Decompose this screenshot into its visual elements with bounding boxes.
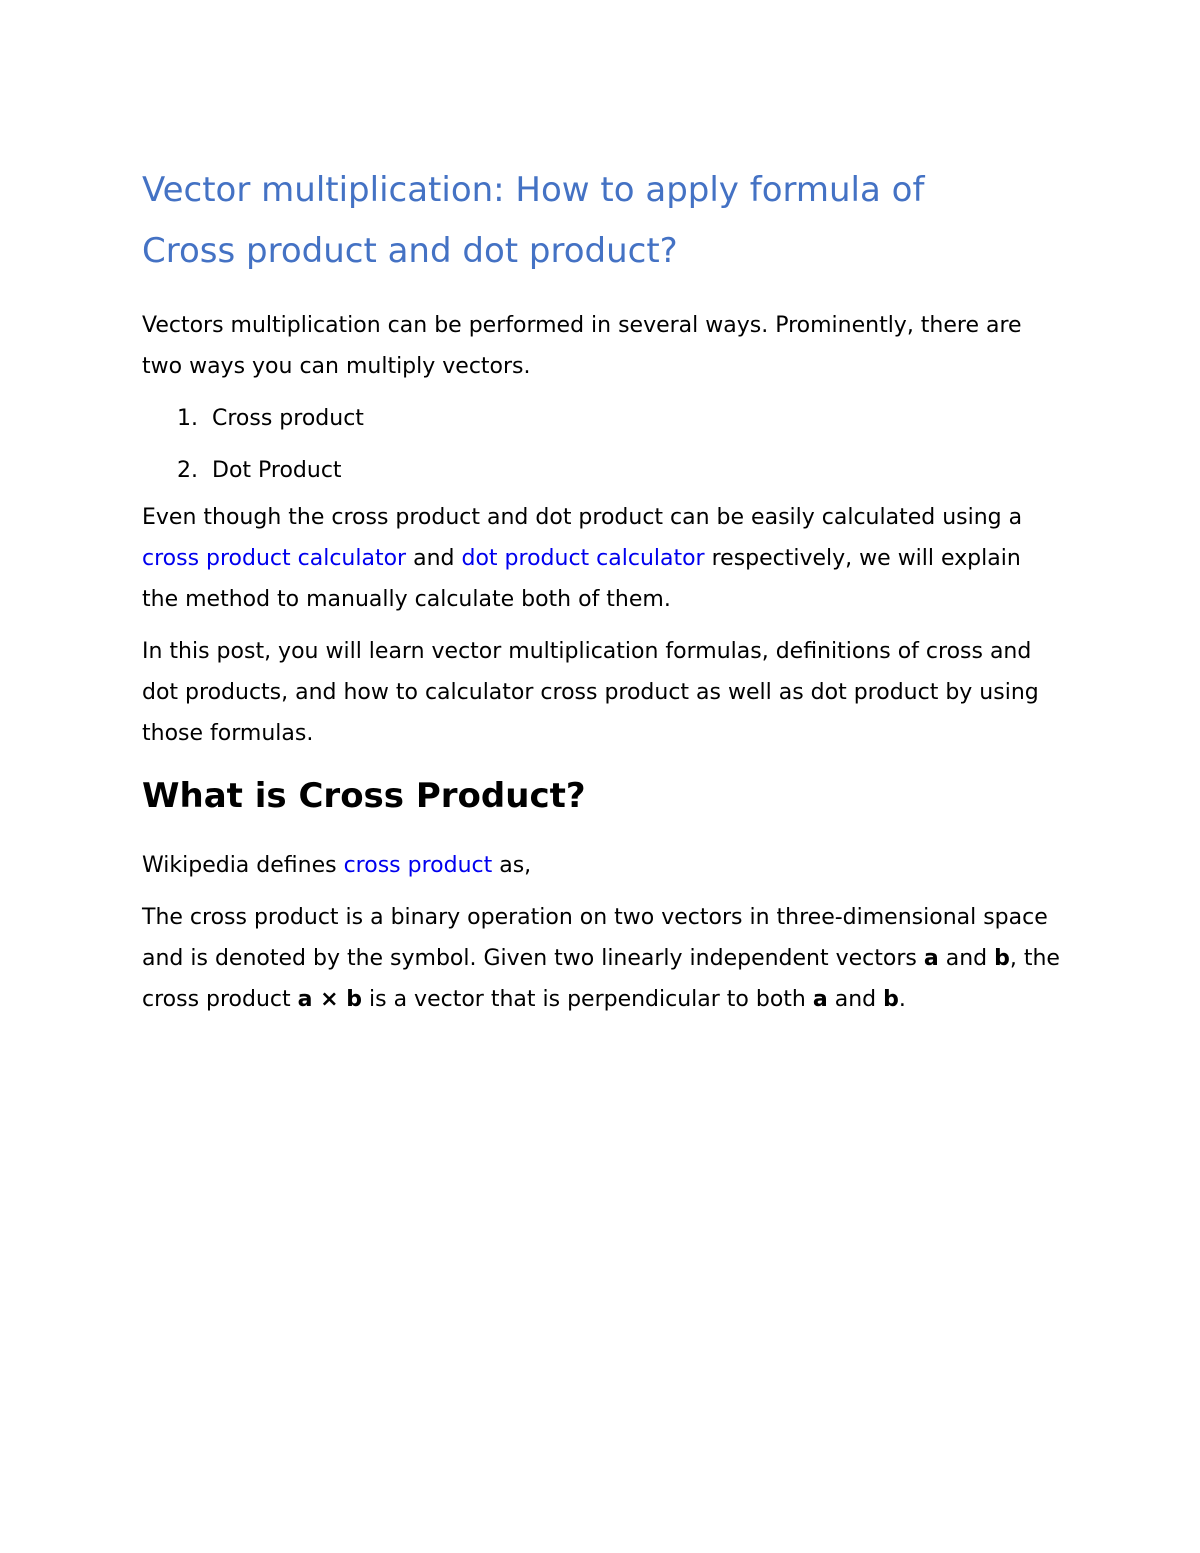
list-item-label: Dot Product — [212, 458, 342, 483]
list-item — [142, 393, 1062, 445]
document-page — [142, 160, 1062, 1020]
text-run: is a vector that is perpendicular to both — [362, 987, 813, 1012]
bold-term: a × b — [297, 987, 363, 1012]
bold-term: b — [994, 946, 1010, 971]
post-overview-paragraph: In this post, you will learn vector multiplication formulas, definitions of cross and dot products, and how to calculator cross product as well as dot product by using those formulas. — [142, 639, 1039, 746]
list-item-number: 1. — [177, 406, 198, 431]
text-run: Wikipedia defines — [142, 853, 344, 878]
document-title — [142, 160, 1062, 282]
title-line-2: Cross product and dot product? — [142, 231, 678, 271]
text-run: , the cross product — [142, 946, 1060, 1012]
text-run: as, — [492, 853, 532, 878]
wikipedia-paragraph — [142, 845, 1062, 886]
text-run: respectively, we will explain the method to manually calculate both of them. — [142, 546, 1021, 612]
text-run: Even though the cross product and dot product can be easily calculated using a — [142, 505, 1023, 530]
title-line-1: Vector multiplication: How to apply formula of — [142, 170, 925, 210]
text-run: and — [827, 987, 884, 1012]
definition-paragraph — [142, 897, 1062, 1020]
cross-product-calculator-link[interactable]: cross product calculator — [142, 546, 407, 571]
text-run: and — [406, 546, 462, 571]
bold-term: a — [812, 987, 828, 1012]
section-heading: What is Cross Product? — [142, 776, 586, 816]
bold-term: a — [923, 946, 939, 971]
bold-term: b — [883, 987, 899, 1012]
list-item-number: 2. — [177, 458, 198, 483]
list-item-label: Cross product — [212, 406, 364, 431]
cross-product-link[interactable]: cross product — [343, 853, 493, 878]
intro-paragraph: Vectors multiplication can be performed in several ways. Prominently, there are two ways you can multiply vectors. — [142, 313, 1022, 379]
methods-list — [142, 393, 1062, 497]
text-run: . — [898, 987, 906, 1012]
text-run: The cross product is a binary operation on two vectors in three-dimensional space and is denoted by the symbol. Given two linearly independent vectors — [142, 905, 1048, 971]
text-run: and — [938, 946, 995, 971]
calculators-paragraph — [142, 497, 1062, 620]
dot-product-calculator-link[interactable]: dot product calculator — [461, 546, 705, 571]
list-item — [142, 445, 1062, 497]
